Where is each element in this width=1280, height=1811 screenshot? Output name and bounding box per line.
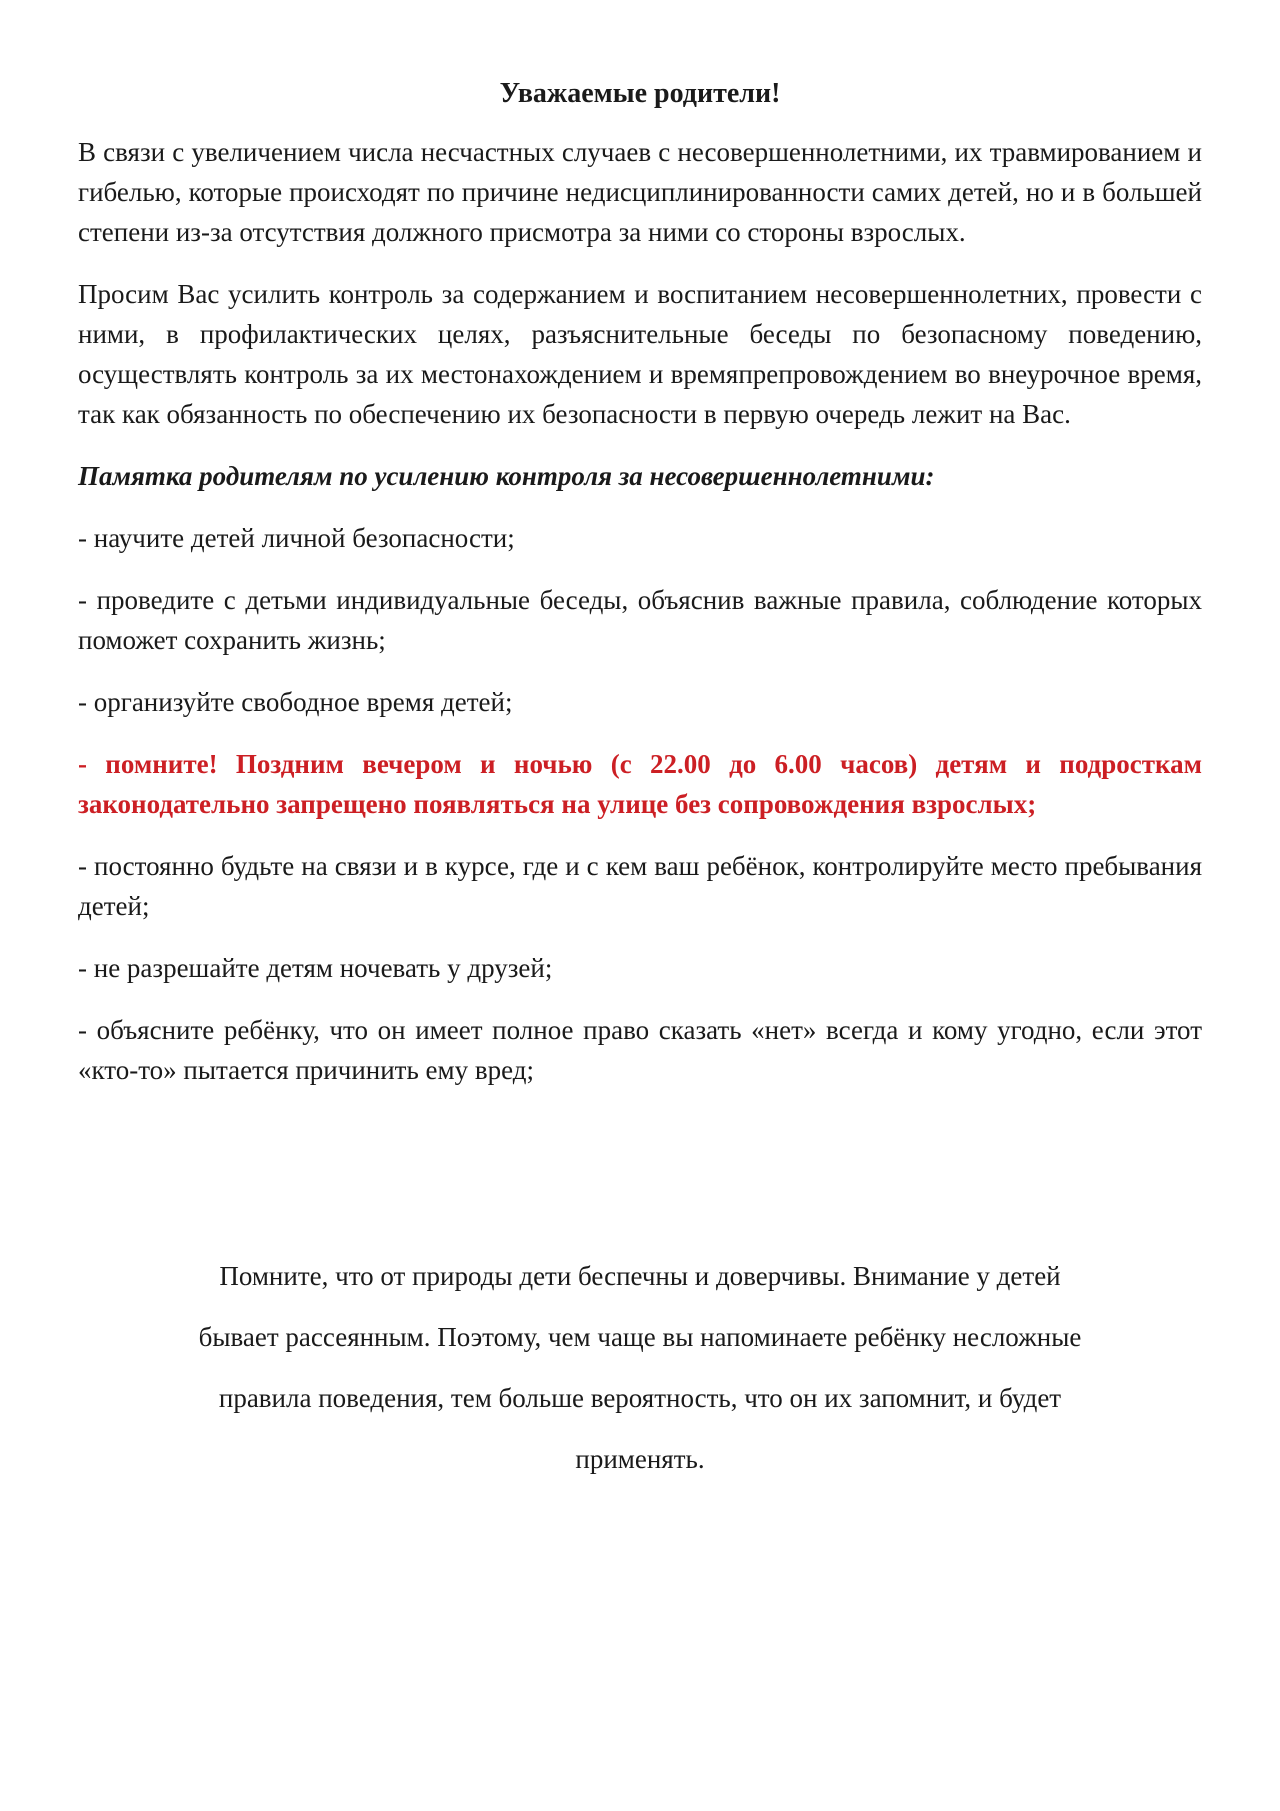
- memo-heading: Памятка родителям по усилению контроля за несовершеннолетними:: [78, 461, 935, 491]
- intro-paragraph: В связи с увеличением числа несчастных случаев с несовершеннолетними, их травмированием и гибелью, которые происходят по причине недисциплинированности самих детей, но и в большей степени из-за отсутствия должного присмотра за ними со стороны взрослых.: [78, 137, 1202, 247]
- closing-line: применять.: [575, 1444, 705, 1474]
- memo-item-free-time: - организуйте свободное время детей;: [78, 687, 513, 717]
- page-title: Уважаемые родители!: [499, 78, 781, 109]
- closing-line: Помните, что от природы дети беспечны и доверчивы. Внимание у детей: [219, 1261, 1061, 1291]
- request-paragraph: Просим Вас усилить контроль за содержанием и воспитанием несовершеннолетних, провести с ними, в профилактических целях, разъяснительные беседы по безопасному поведению, осуществлять контроль за их местонахождением и времяпрепровождением во внеурочное время, так как обязанность по обеспечению их безопасности в первую очередь лежит на Вас.: [78, 279, 1202, 429]
- closing-line: правила поведения, тем больше вероятность, что он их запомнит, и будет: [218, 1383, 1062, 1413]
- memo-item-conversations: - проведите с детьми индивидуальные беседы, объяснив важные правила, соблюдение которых поможет сохранить жизнь;: [78, 585, 1202, 655]
- document-body: [78, 74, 1202, 1112]
- closing-line: бывает рассеянным. Поэтому, чем чаще вы напоминаете ребёнку несложные: [198, 1322, 1082, 1352]
- memo-item-say-no: - объясните ребёнку, что он имеет полное право сказать «нет» всегда и кому угодно, если этот «кто-то» пытается причинить ему вред;: [78, 1015, 1202, 1085]
- closing-note: [130, 1246, 1150, 1490]
- memo-item-stay-in-touch: - постоянно будьте на связи и в курсе, где и с кем ваш ребёнок, контролируйте место пребывания детей;: [78, 851, 1202, 921]
- memo-item-curfew-warning: - помните! Поздним вечером и ночью (с 22.00 до 6.00 часов) детям и подросткам законодательно запрещено появляться на улице без сопровождения взрослых;: [78, 749, 1202, 819]
- memo-item-no-sleepovers: - не разрешайте детям ночевать у друзей;: [78, 953, 553, 983]
- memo-item-safety: - научите детей личной безопасности;: [78, 523, 515, 553]
